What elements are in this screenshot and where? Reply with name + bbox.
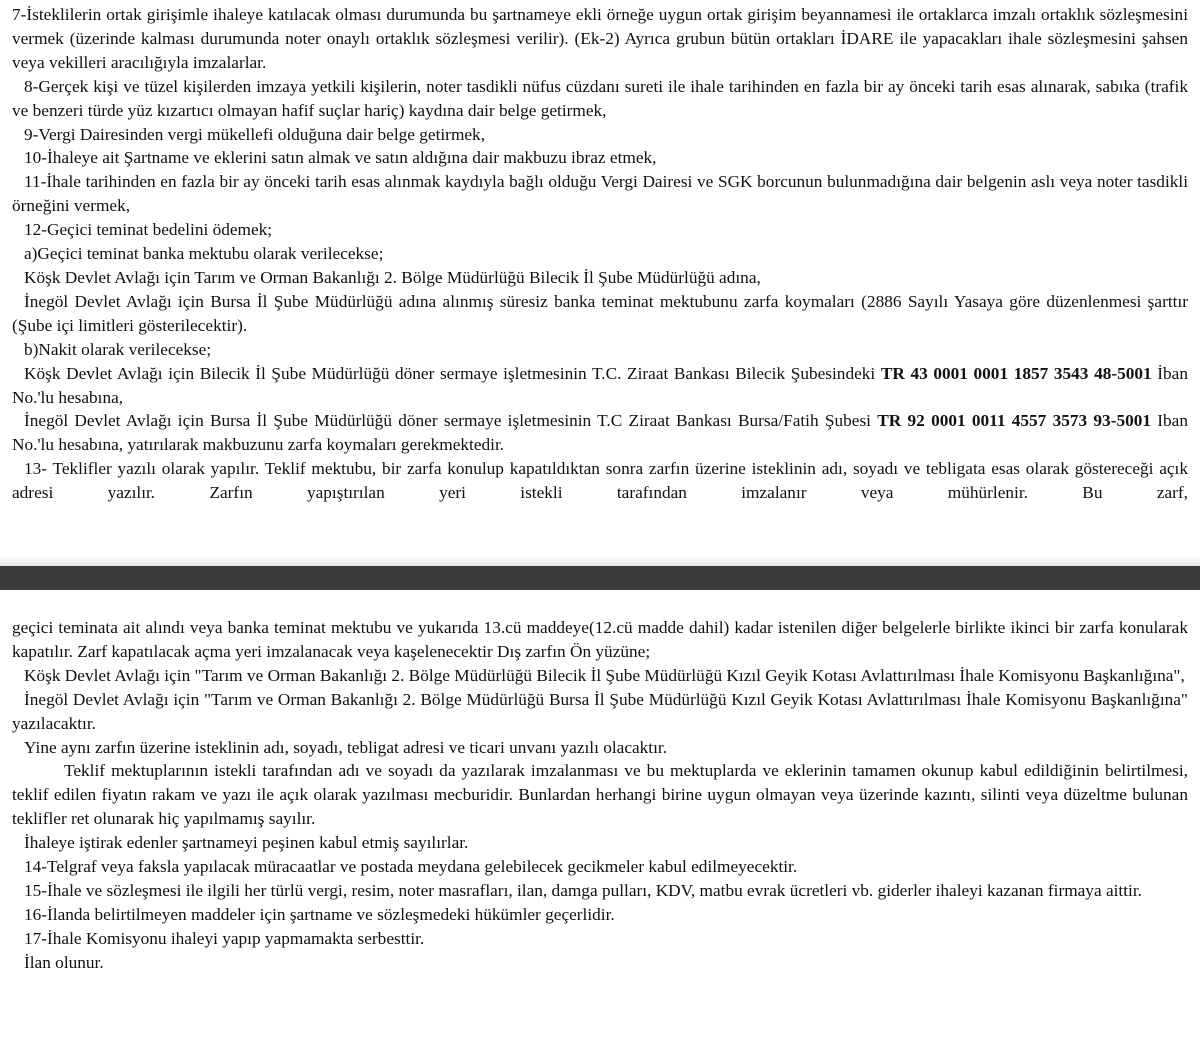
clause-12b-kosk <box>12 362 1188 410</box>
clause-11: 11-İhale tarihinden en fazla bir ay önceki tarih esas alınmak kaydıyla bağlı olduğu Vergi Dairesi ve SGK borcunun bulunmadığına dair belgenin aslı veya noter tasdikli örneğini vermek, <box>12 172 1188 216</box>
document-page-bottom <box>0 590 1200 1046</box>
clause-12a-kosk: Köşk Devlet Avlağı için Tarım ve Orman Bakanlığı 2. Bölge Müdürlüğü Bilecik İl Şube Müdürlüğü adına, <box>24 267 761 287</box>
page-separator <box>0 566 1200 590</box>
envelope-kosk: Köşk Devlet Avlağı için "Tarım ve Orman Bakanlığı 2. Bölge Müdürlüğü Bilecik İl Şube Müdürlüğü Kızıl Geyik Kotası Avlattırılması İhale Komisyonu Başkanlığına", <box>24 665 1185 685</box>
clause-14: 14-Telgraf veya faksla yapılacak müracaatlar ve postada meydana gelebilecek gecikmeler kabul edilmeyecektir. <box>24 857 798 877</box>
clause-17: 17-İhale Komisyonu ihaleyi yapıp yapmamakta serbesttir. <box>24 928 425 948</box>
closing-line: İlan olunur. <box>24 952 104 972</box>
clause-13: 13- Teklifler yazılı olarak yapılır. Teklif mektubu, bir zarfa konulup kapatıldıktan sonra zarfın üzerine isteklinin adı, soyadı ve tebligata esas olarak göstereceği açık adresi yazılır. Zarfın yapıştırılan yeri istekli tarafından imzalanır veya mühürlenir. Bu zarf, <box>12 459 1188 503</box>
clause-12a: a)Geçici teminat banka mektubu olarak verilecekse; <box>24 244 384 264</box>
clause-10: 10-İhaleye ait Şartname ve eklerini satın almak ve satın aldığına dair makbuzu ibraz etmek, <box>24 148 657 168</box>
offer-letter-rules: Teklif mektuplarının istekli tarafından adı ve soyadı da yazılarak imzalanması ve bu mektuplarda ve eklerinin tamamen okunup kabul edildiğinin belirtilmesi, teklif edilen fiyatın rakam ve yazı ile açık olarak yazılması mecburidir. Bunlardan herhangi birine uygun olmayan veya üzerinde kazıntı, silinti veya düzeltme bulunan teklifler ret olunarak hiç yapılmamış sayılır. <box>12 761 1188 829</box>
inegol-iban: TR 92 0001 0011 4557 3573 93-5001 <box>877 411 1152 431</box>
clause-12b-kosk-text: Köşk Devlet Avlağı için Bilecik İl Şube Müdürlüğü döner sermaye işletmesinin T.C. Ziraat Bankası Bilecik Şubesindeki <box>24 363 881 383</box>
clause-12b-kosk-tail: İban No.'lu hesabına, <box>12 363 1188 407</box>
clause-9: 9-Vergi Dairesinden vergi mükellefi olduğuna dair belge getirmek, <box>24 124 486 144</box>
page-gap-shadow <box>0 555 1200 566</box>
clause-16: 16-İlanda belirtilmeyen maddeler için şartname ve sözleşmedeki hükümler geçerlidir. <box>24 904 615 924</box>
envelope-inegol: İnegöl Devlet Avlağı için "Tarım ve Orman Bakanlığı 2. Bölge Müdürlüğü Bursa İl Şube Müdürlüğü Kızıl Geyik Kotası Avlattırılması İhale Komisyonu Başkanlığına" yazılacaktır. <box>12 689 1188 733</box>
kosk-iban: TR 43 0001 0001 1857 3543 48-5001 <box>880 363 1152 383</box>
clause-12b-inegol-tail: Iban No.'lu hesabına, yatırılarak makbuzunu zarfa koymaları gerekmektedir. <box>12 411 1188 455</box>
clause-12: 12-Geçici teminat bedelini ödemek; <box>24 220 273 240</box>
clause-15: 15-İhale ve sözleşmesi ile ilgili her türlü vergi, resim, noter masrafları, ilan, damga pulları, KDV, matbu evrak ücretleri vb. giderler ihaleyi kazanan firmaya aittir. <box>24 880 1142 900</box>
clause-7: 7-İsteklilerin ortak girişimle ihaleye katılacak olması durumunda bu şartnameye ekli örneğe uygun ortak girişim beyannamesi ile ortaklarca imzalı ortaklık sözleşmesini vermek (üzerinde kalması durumunda noter onaylı ortaklık sözleşmesi verilir). (Ek-2) Ayrıca grubun bütün ortakları İDARE ile yapacakları ihale sözleşmesini şahsen veya vekilleri aracılığıyla imzalarlar. <box>12 5 1188 72</box>
clause-12b-inegol-text: İnegöl Devlet Avlağı için Bursa İl Şube Müdürlüğü döner sermaye işletmesinin T.C Ziraat Bankası Bursa/Fatih Şubesi <box>24 411 878 431</box>
clause-13-continued: geçici teminata ait alındı veya banka teminat mektubu ve yukarıda 13.cü maddeye(12.cü madde dahil) kadar istenilen diğer belgelerle birlikte ikinci bir zarfa konularak kapatılır. Zarf kapatılacak açma yeri imzalanacak veya kaşelenecektir Dış zarfın Ön yüzüne; <box>12 618 1188 661</box>
acceptance-note: İhaleye iştirak edenler şartnameyi peşinen kabul etmiş sayılırlar. <box>24 833 469 853</box>
clause-12a-inegol: İnegöl Devlet Avlağı için Bursa İl Şube Müdürlüğü adına alınmış süresiz banka teminat mektubunu zarfa koymaları (2886 Sayılı Yasaya göre düzenlenmesi şarttır (Şube içi limitleri gösterilecektir). <box>12 291 1188 335</box>
envelope-info: Yine aynı zarfın üzerine isteklinin adı, soyadı, tebligat adresi ve ticari unvanı yazılı olacaktır. <box>24 737 668 757</box>
clause-12b-inegol <box>12 409 1188 457</box>
clause-8: 8-Gerçek kişi ve tüzel kişilerden imzaya yetkili kişilerin, noter tasdikli nüfus cüzdanı sureti ile ihale tarihinden en fazla bir ay önceki tarih esas alınarak, sabıka (trafik ve benzeri türde yüz kızartıcı olmayan hafif suçlar hariç) kaydına dair belge getirmek, <box>12 76 1188 120</box>
clause-12b: b)Nakit olarak verilecekse; <box>24 339 212 359</box>
